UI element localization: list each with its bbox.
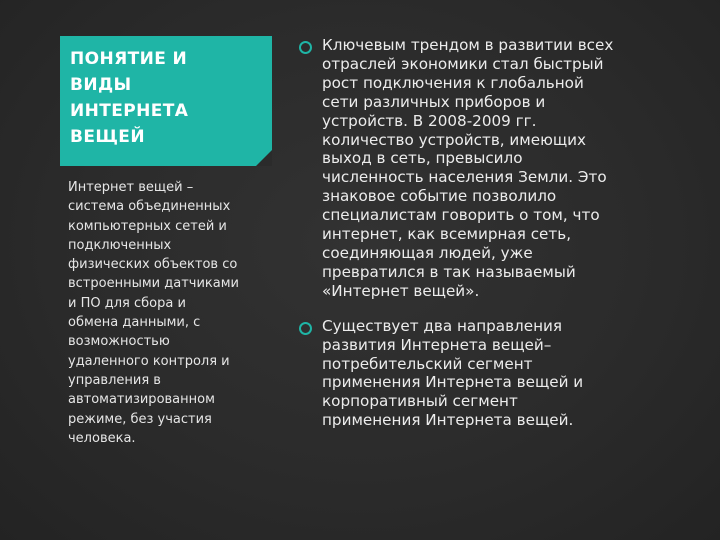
circle-bullet-icon	[299, 322, 312, 335]
circle-bullet-icon	[299, 41, 312, 54]
title-box	[60, 36, 272, 166]
bullet-text: Существует два направления развития Интернета вещей– потребительский сегмент применения Интернета вещей и корпоративный сегмент применения Интернета вещей.	[322, 316, 584, 430]
bullet-item	[296, 36, 656, 301]
slide-title: ПОНЯТИЕ И ВИДЫ ИНТЕРНЕТА ВЕЩЕЙ	[70, 49, 189, 147]
definition-text: Интернет вещей – система объединенных компьютерных сетей и подключенных физических объектов со встроенными датчиками и ПО для сбора и обмена данными, с возможностью удаленного контроля и управления в автоматизированном режиме, без участия человека.	[68, 180, 239, 446]
bullet-item	[296, 317, 656, 430]
title-box-corner-notch	[256, 150, 272, 166]
bullet-text: Ключевым трендом в развитии всех отраслей экономики стал быстрый рост подключения к глобальной сети различных приборов и устройств. В 2008-2009 гг. количество устройств, имеющих выход в сеть, превысило численность населения Земли. Это знаковое событие позволило специалистам говорить о том, что интернет, как всемирная сеть, соединяющая людей, уже превратился в так называемый «Интернет вещей».	[322, 36, 614, 300]
bullet-list	[296, 36, 656, 430]
